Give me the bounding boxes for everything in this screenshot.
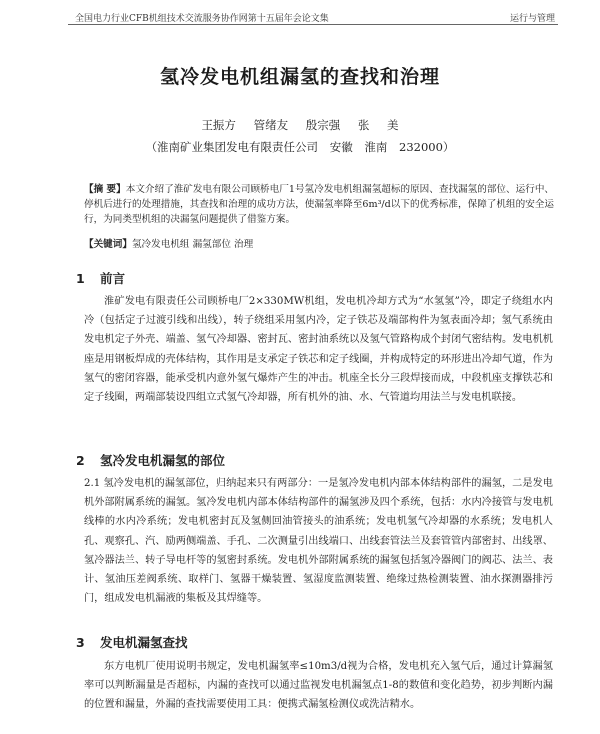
body-paragraph: 东方电机厂使用说明书规定，发电机漏氢率≤10m3/d视为合格，发电机充入氢气后，通过计算漏氢率可以判断漏量是否超标，内漏的查找可以通过监视发电机漏氢点1-8的数值和变化趋势，初步判断内漏的位置和漏量，外漏的查找需要使用工具：便携式漏氢检测仪或洗洁精水。 bbox=[84, 661, 553, 711]
keywords-label: 【关键词】 bbox=[84, 239, 132, 250]
section-title: 发电机漏氢查找 bbox=[100, 635, 188, 650]
section-number: 3 bbox=[76, 635, 85, 650]
header-proceedings-title: 全国电力行业CFB机组技术交流服务协作网第十五届年会论文集 bbox=[75, 14, 329, 24]
section-number: 2 bbox=[76, 453, 85, 468]
section-number: 1 bbox=[76, 271, 85, 286]
body-paragraph: 2.1 氢冷发电机的漏氢部位，归纳起来只有两部分：一是氢冷发电机内部本体结构部件的漏氢，二是发电机外部附属系统的漏氢。氢冷发电机内部本体结构部件的漏氢涉及四个系统，包括：水内冷接管与发电机线棒的水内冷系统；发电机密封瓦及氢侧回油管接头的油系统；发电机氢气冷却器的水系统；发电机人孔、观察孔、汽、励两侧端盖、手孔、二次测量引出线端口、出线套管法兰及套管管内部密封、出线罩、氢冷器法兰、转子导电杆等的氢密封系统。发电机外部附属系统的漏氢包括氢冷器阀门的阀芯、法兰、表计、氢油压差阀系统、取样门、氢器干燥装置、氢湿度监测装置、绝缘过热检测装置、油水探测器排污门，组成发电机漏液的集板及其焊缝等。 bbox=[84, 478, 553, 605]
abstract bbox=[84, 183, 554, 227]
abstract-label: 【摘 要】 bbox=[84, 184, 126, 195]
keywords-text: 氢冷发电机组 漏氢部位 治理 bbox=[131, 239, 254, 250]
section-title: 氢冷发电机漏氢的部位 bbox=[100, 453, 226, 468]
section-heading bbox=[76, 451, 225, 469]
affiliation: （淮南矿业集团发电有限责任公司 安徽 淮南 232000） bbox=[145, 140, 455, 154]
header-section-label: 运行与管理 bbox=[509, 14, 555, 24]
body-paragraph: 淮矿发电有限责任公司顾桥电厂2×330MW机组，发电机冷却方式为“水氢氢”冷，即定子绕组水内冷（包括定子过渡引线和出线），转子绕组采用氢内冷，定子铁芯及端部构件为氢表面冷却；氢气系统由发电机定子外壳、端盖、氢气冷却器、密封瓦、密封油系统以及氢气管路构成个封闭气密结构。发电机机座是用钢板焊成的壳体结构，其作用是支承定子铁芯和定子线圈，并构成特定的环形进出冷却气道，作为氢气的密闭容器，能承受机内意外氢气爆炸产生的冲击。机座全长分三段焊接而成，中段机座支撑铁芯和定子线圈，两端部装设四组立式氢气冷却器，所有机外的油、水、气管道均用法兰与发电机联接。 bbox=[84, 296, 553, 404]
section-title: 前言 bbox=[100, 271, 126, 286]
section-heading bbox=[76, 269, 125, 287]
header-rule bbox=[68, 24, 558, 25]
abstract-text: 本文介绍了淮矿发电有限公司顾桥电厂1号氢冷发电机组漏氢超标的原因、查找漏氢的部位、运行中、停机后进行的处理措施，其查找和治理的成功方法，使漏氢率降至6m³/d以下的优秀标准，保障了机组的安全运行，为同类型机组的决漏氢问题提供了借鉴方案。 bbox=[84, 184, 555, 225]
paper-title: 氢冷发电机组漏氢的查找和治理 bbox=[159, 66, 440, 88]
section-heading bbox=[76, 633, 188, 651]
running-header bbox=[75, 11, 555, 25]
keywords bbox=[84, 236, 554, 250]
author-list: 王振方 管绪友 殷宗强 张 美 bbox=[201, 118, 399, 132]
